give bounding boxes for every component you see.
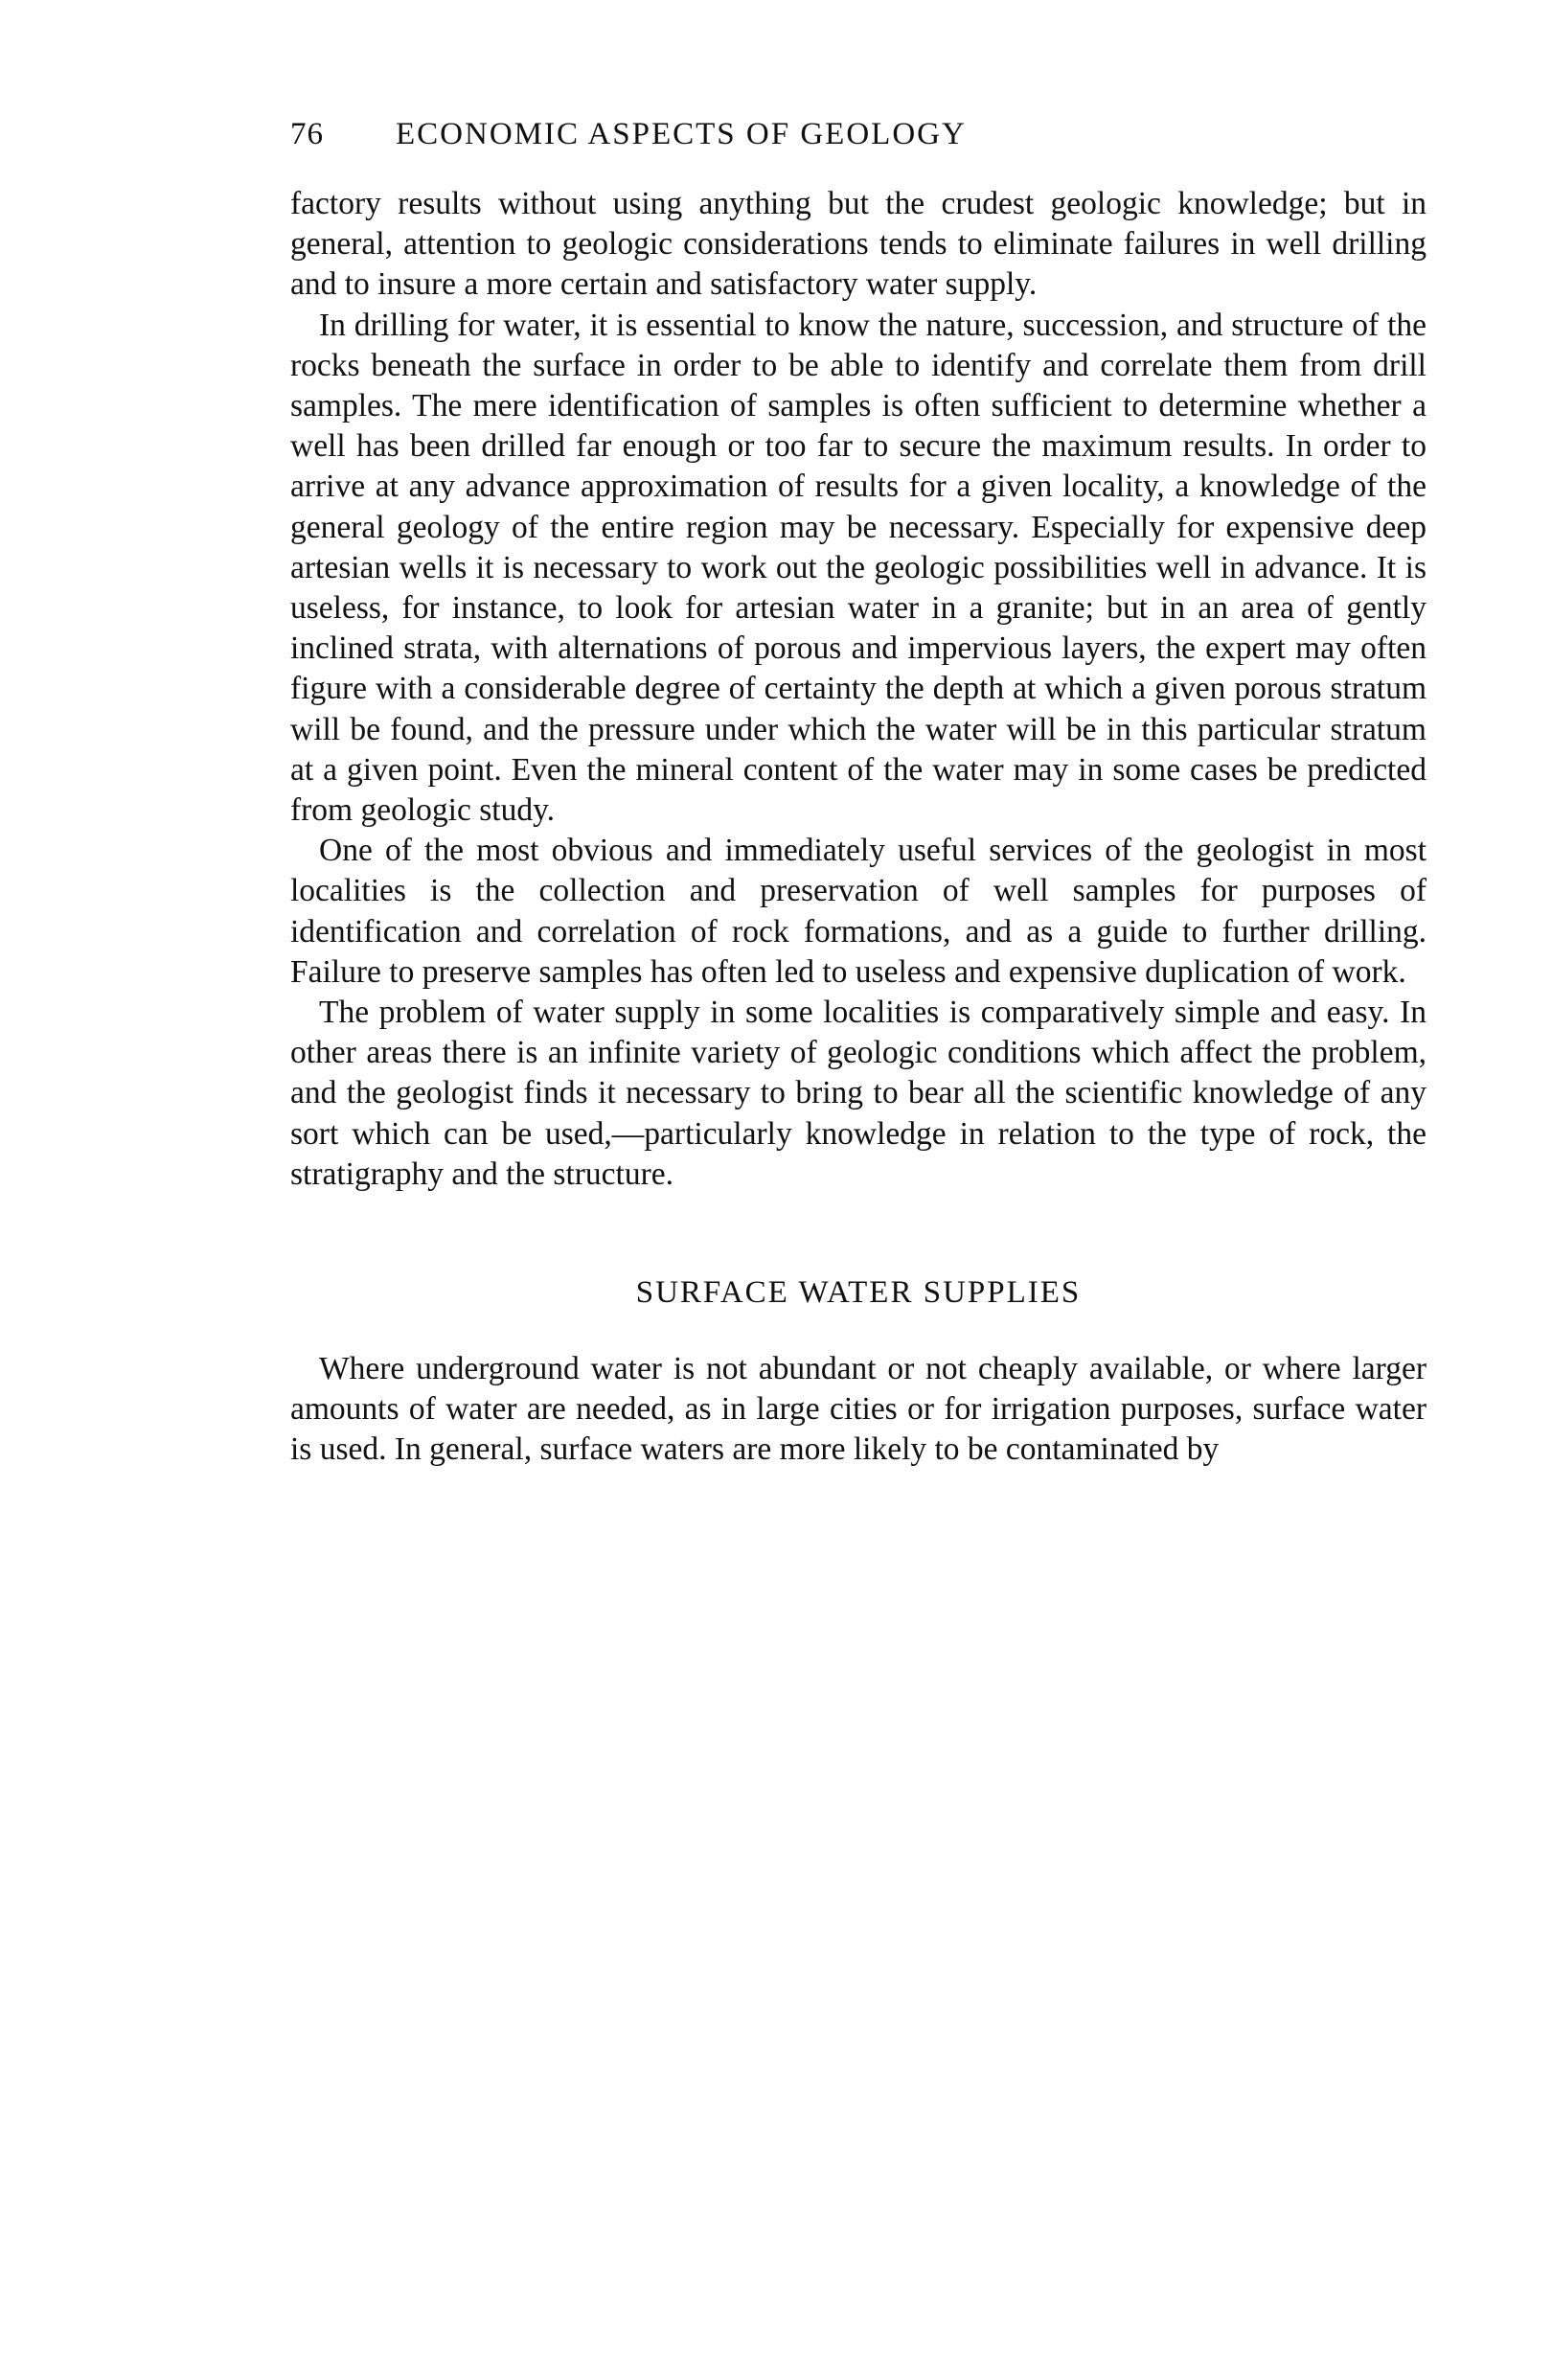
- paragraph: One of the most obvious and immediately useful services of the geologist in most localities is the collection and preservation of well samples for purposes of identification and correlation of rock formations, and as a guide to further drilling. Failure to preserve samples has often led to useless and expensive duplication of work.: [290, 833, 1426, 990]
- paragraph: Where underground water is not abundant or not cheaply available, or where larger amounts of water are needed, as in large cities or for irrigation purposes, surface water is used. In general, surface waters are more likely to be contaminated by: [290, 1351, 1426, 1468]
- paragraph: In drilling for water, it is essential to know the nature, succession, and structure of the rocks beneath the surface in order to be able to identify and correlate them from drill samples. The mere identification of samples is often sufficient to determine whether a well has been drilled far enough or too far to secure the maximum results. In order to arrive at any advance approximation of results for a given locality, a knowledge of the general geology of the entire region may be necessary. Especially for expensive deep artesian wells it is necessary to work out the geologic possibilities well in advance. It is useless, for instance, to look for artesian water in a granite; but in an area of gently inclined strata, with alternations of porous and impervious layers, the expert may often figure with a considerable degree of certainty the depth at which a given porous stratum will be found, and the pressure under which the water will be in this particular stratum at a given point. Even the mineral content of the water may in some cases be predicted from geologic study.: [290, 307, 1426, 829]
- paragraph: The problem of water supply in some localities is comparatively simple and easy. In other areas there is an infinite variety of geologic conditions which affect the problem, and the geologist finds it necessary to bring to bear all the scientific knowledge of any sort which can be used,—particularly knowledge in relation to the type of rock, the stratigraphy and the structure.: [290, 995, 1426, 1192]
- body-text: [290, 184, 1426, 1471]
- running-title: ECONOMIC ASPECTS OF GEOLOGY: [396, 117, 967, 151]
- page-number: 76: [290, 117, 324, 151]
- running-head: [290, 117, 1426, 165]
- section-heading: SURFACE WATER SUPPLIES: [635, 1275, 1082, 1311]
- book-page: [290, 117, 1426, 1471]
- paragraph-continuation: factory results without using anything but the crudest geologic knowledge; but in general, attention to geologic considerations tends to eliminate failures in well drilling and to insure a more certain and satisfactory water supply.: [290, 186, 1426, 303]
